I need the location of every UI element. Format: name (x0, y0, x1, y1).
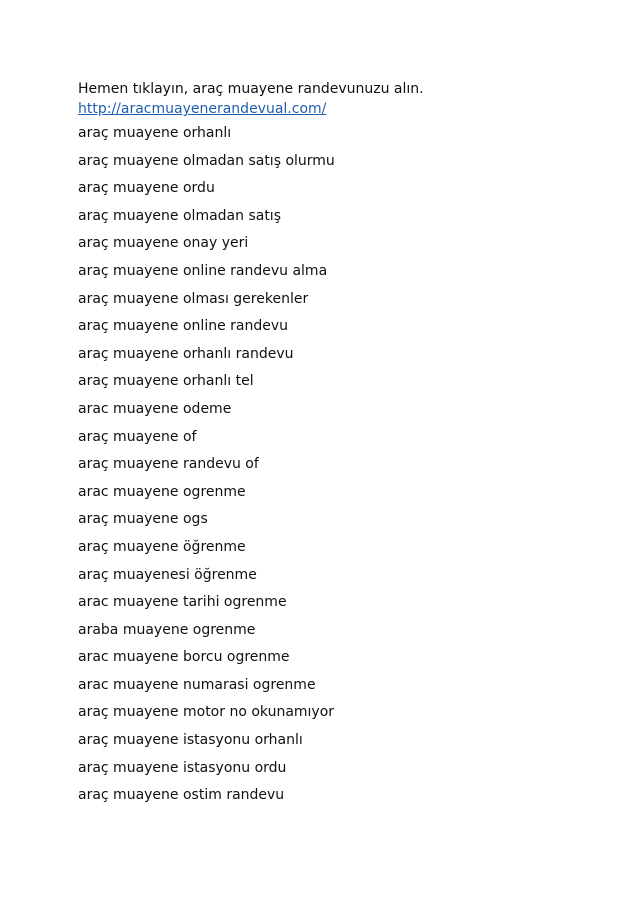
list-item: araç muayene ordu (78, 180, 215, 197)
list-item: araç muayene orhanlı randevu (78, 345, 294, 362)
list-item: araç muayene orhanlı tel (78, 373, 254, 390)
list-item: araç muayene istasyonu ordu (78, 759, 287, 776)
list-item: araç muayene olmadan satış (78, 207, 281, 224)
list-item: arac muayene borcu ogrenme (78, 649, 290, 666)
list-item: araç muayene olması gerekenler (78, 290, 309, 307)
list-item: araç muayene motor no okunamıyor (78, 704, 335, 721)
list-item: arac muayene numarasi ogrenme (78, 676, 316, 693)
list-item: araç muayene istasyonu orhanlı (78, 732, 303, 749)
document-body (78, 80, 598, 810)
list-item: araç muayene of (78, 428, 197, 445)
list-item: araç muayene öğrenme (78, 538, 246, 555)
list-item: arac muayene tarihi ogrenme (78, 594, 287, 611)
list-item: araç muayene online randevu alma (78, 262, 328, 279)
list-item: araç muayenesi öğrenme (78, 566, 257, 583)
website-link[interactable]: http://aracmuayenerandevual.com/ (78, 101, 327, 117)
list-item: arac muayene ogrenme (78, 483, 246, 500)
keyword-list (78, 120, 598, 810)
list-item: araç muayene randevu of (78, 456, 259, 473)
list-item: araç muayene ogs (78, 511, 208, 528)
list-item: araç muayene ostim randevu (78, 787, 285, 804)
list-item: araç muayene olmadan satış olurmu (78, 152, 335, 169)
list-item: araba muayene ogrenme (78, 621, 256, 638)
list-item: araç muayene online randevu (78, 318, 289, 335)
intro-text: Hemen tıklayın, araç muayene randevunuzu alın. (78, 81, 424, 97)
list-item: arac muayene odeme (78, 400, 232, 417)
list-item: araç muayene onay yeri (78, 235, 249, 252)
list-item: araç muayene orhanlı (78, 125, 232, 141)
